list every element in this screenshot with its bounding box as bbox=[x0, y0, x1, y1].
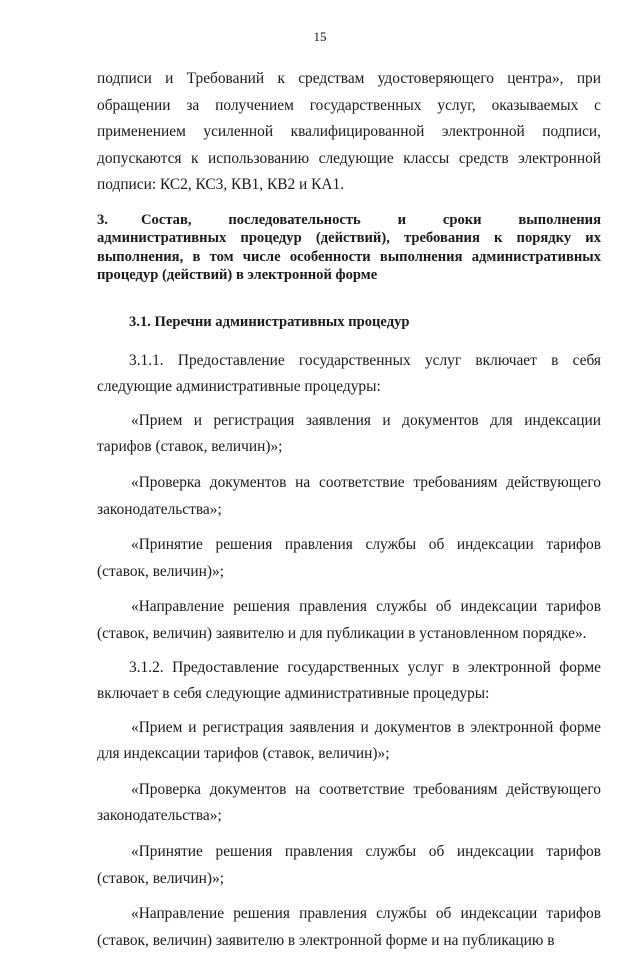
list-item: «Направление решения правления службы об индексации тарифов (ставок, величин) заявителю в электронной форме и на публикацию в bbox=[97, 905, 601, 949]
section-heading bbox=[97, 211, 601, 285]
list-item: «Принятие решения правления службы об индексации тарифов (ставок, величин)»; bbox=[97, 843, 601, 887]
document-body bbox=[97, 66, 601, 954]
list-item: «Направление решения правления службы об индексации тарифов (ставок, величин) заявителю и для публикации в установленном порядке». bbox=[97, 598, 601, 642]
paragraph-signature-classes: подписи и Требований к средствам удостоверяющего центра», при обращении за получением государственных услуг, оказываемых с применением усиленной квалифицированной электронной подписи, допускаются к использованию следующие классы средств электронной подписи: КС2, КС3, КВ1, КВ2 и КА1. bbox=[97, 70, 601, 194]
page-number: 15 bbox=[313, 29, 327, 44]
list-item: «Принятие решения правления службы об индексации тарифов (ставок, величин)»; bbox=[97, 536, 601, 580]
paragraph-3-1-1-intro: 3.1.1. Предоставление государственных услуг включает в себя следующие административные процедуры: bbox=[97, 351, 601, 396]
section-number: 3. bbox=[97, 211, 108, 228]
list-item: «Прием и регистрация заявления и документов в электронной форме для индексации тарифов (ставок, величин)»; bbox=[97, 718, 601, 763]
section-title: Состав, последовательность и сроки выполнения административных процедур (действий), требования к порядку их выполнения, в том числе особенности выполнения административных процедур (действий) в электронной форме bbox=[97, 211, 601, 284]
list-item: «Проверка документов на соответствие требованиям действующего законодательства»; bbox=[97, 473, 601, 518]
list-item: «Прием и регистрация заявления и документов для индексации тарифов (ставок, величин)»; bbox=[97, 411, 601, 456]
paragraph-3-1-2-intro: 3.1.2. Предоставление государственных услуг в электронной форме включает в себя следующие административные процедуры: bbox=[97, 658, 601, 703]
list-item: «Проверка документов на соответствие требованиям действующего законодательства»; bbox=[97, 780, 601, 825]
subsection-heading: 3.1. Перечни административных процедур bbox=[129, 313, 410, 330]
